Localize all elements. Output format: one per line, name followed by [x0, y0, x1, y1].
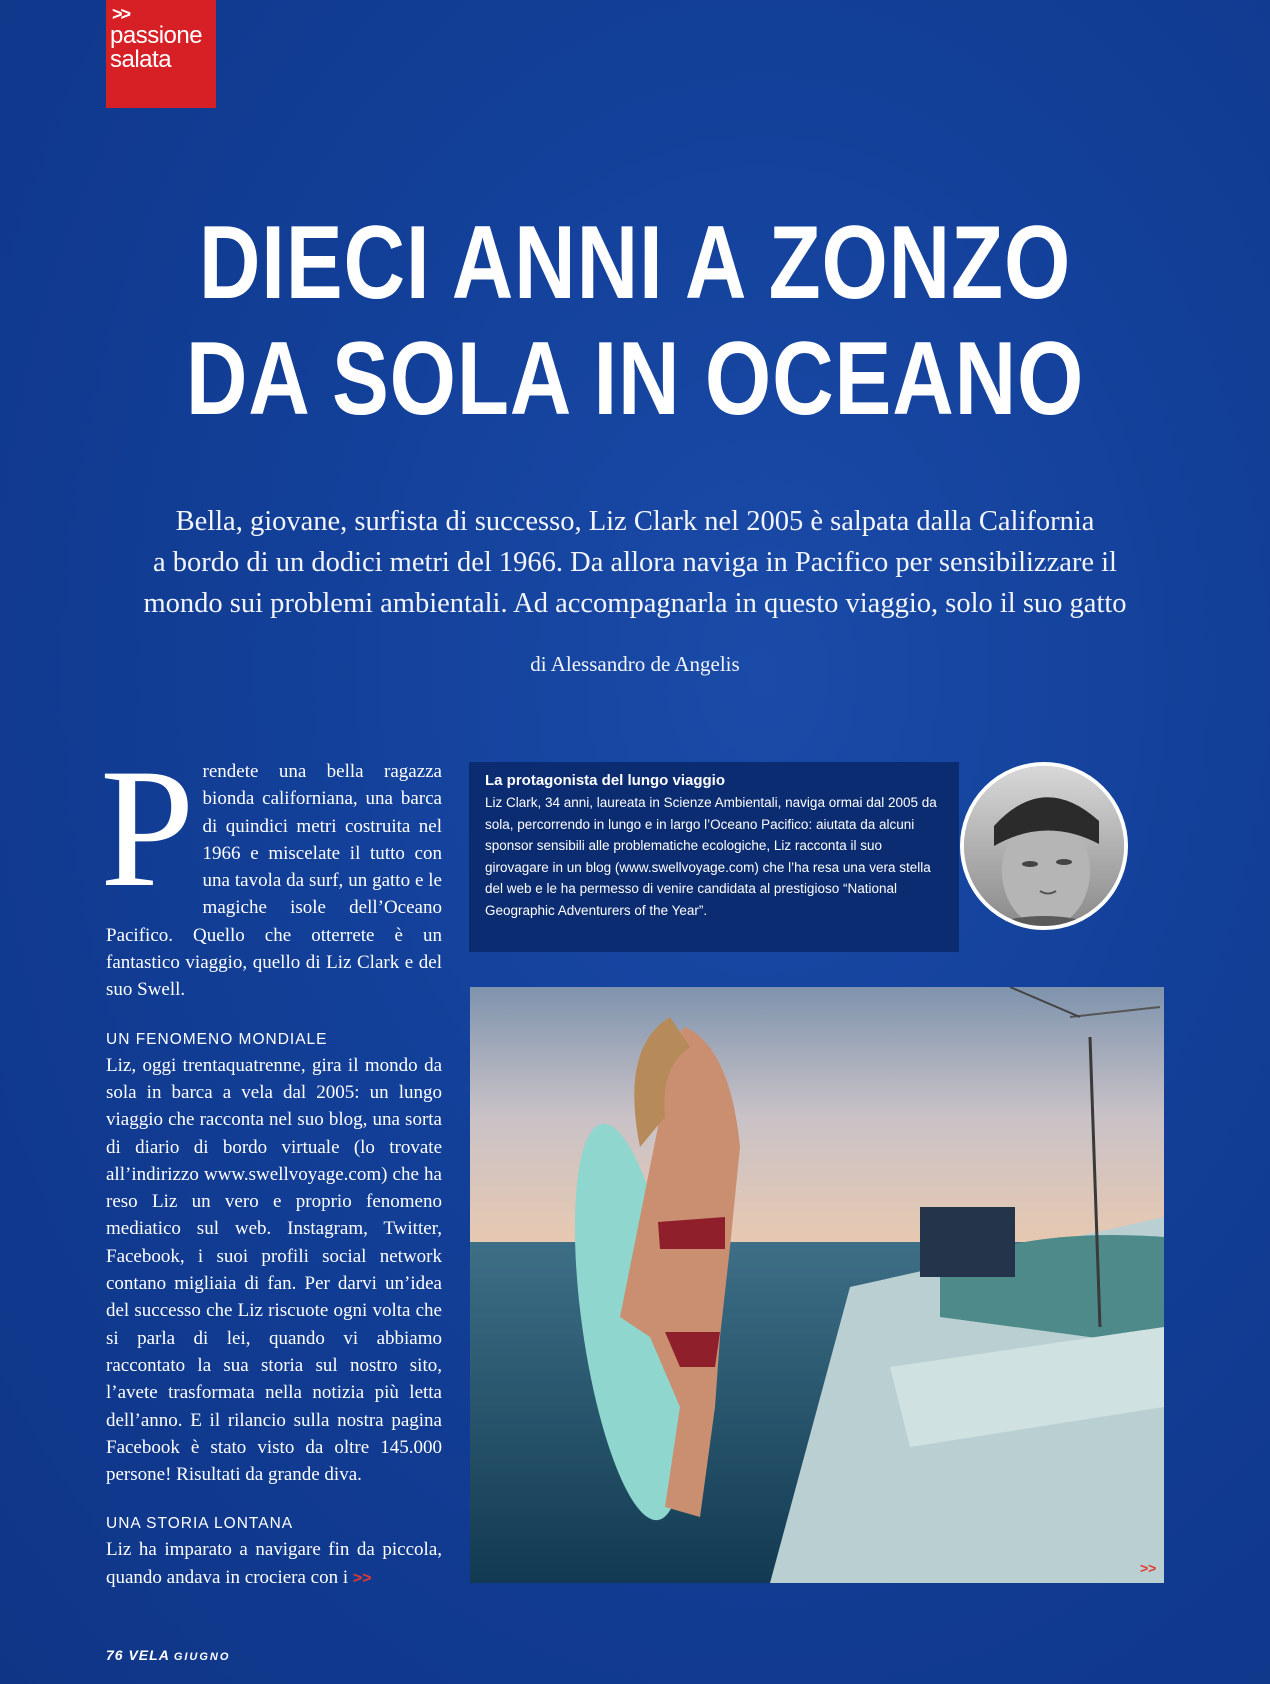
main-photo: [470, 987, 1164, 1583]
sidebar-body: Liz Clark, 34 anni, laureata in Scienze Ambientali, naviga ormai dal 2005 da sola, percorrendo in lungo e in largo l’Oceano Pacifico: aiutata da alcuni sponsor sensibili alle problematiche ecologiche, Liz racconta il suo girovagare in un blog (www.swellvoyage.com) che l’ha resa una vera stella del web e le ha permesso di venire candidata al prestigioso “National Geographic Adventurers of the Year”.: [485, 795, 937, 918]
article-intro: rendete una bella ragazza bionda californiana, una barca di quindici metri costruita nel 1966 e miscelate il tutto con una tavola da surf, un gatto e le magiche isole dell’Oceano Pacifico. Quello che otterrete è un fantastico viaggio, quello di Liz Clark e del suo Swell.: [106, 761, 442, 1001]
headline: [114, 205, 1155, 437]
deck-line1: Bella, giovane, surfista di successo, Liz Clark nel 2005 è salpata dalla California: [175, 506, 1095, 537]
section-label-line2: salata: [110, 46, 172, 73]
continue-arrows: >>: [352, 1569, 372, 1587]
section-label-line1: passione: [110, 22, 203, 49]
article-para2-text: Liz ha imparato a navigare fin da piccola, quando andava in crociera con i: [106, 1539, 442, 1588]
deck: [100, 501, 1170, 624]
photo-continue-arrows: >>: [1140, 1560, 1157, 1576]
deck-line2: a bordo di un dodici metri del 1966. Da allora naviga in Pacifico per sensibilizzare il: [153, 547, 1117, 578]
article-column: [100, 734, 442, 1592]
magazine-name: VELA: [128, 1647, 170, 1663]
deck-line3: mondo sui problemi ambientali. Ad accompagnarla in questo viaggio, solo il suo gatto: [143, 588, 1127, 619]
headline-line1: DIECI ANNI A ZONZO: [198, 205, 1072, 321]
portrait-photo: [960, 762, 1128, 930]
page-folio: [106, 1647, 230, 1663]
drop-cap: P: [100, 734, 195, 922]
article-para2: [106, 1536, 442, 1592]
subhead-storia: UNA STORIA LONTANA: [106, 1515, 294, 1533]
page-number: 76: [106, 1647, 124, 1663]
sidebar-title: La protagonista del lungo viaggio: [485, 772, 726, 789]
sidebar-box: [469, 762, 959, 952]
byline: di Alessandro de Angelis: [530, 652, 740, 676]
issue-month: GIUGNO: [173, 1651, 231, 1663]
headline-line2: DA SOLA IN OCEANO: [185, 321, 1085, 437]
section-arrows: >>: [112, 4, 130, 24]
article-para1: Liz, oggi trentaquatrenne, gira il mondo da sola in barca a vela dal 2005: un lungo viaggio che racconta nel suo blog, una sorta di diario di bordo virtuale (lo trovate all’indirizzo www.swellvoyage.com) che ha reso Liz un vero e proprio fenomeno mediatico sul web. Instagram, Twitter, Facebook, i suoi profili social network contano migliaia di fan. Per darvi un’idea del successo che Liz riscuote ogni volta che si parla di lei, quando vi abbiamo raccontato la sua storia sul nostro sito, l’avete trasformata nella notizia più letta dell’anno. E il rilancio sulla nostra pagina Facebook è stato visto da oltre 145.000 persone! Risultati da grande diva.: [106, 1054, 442, 1486]
section-tag: [106, 0, 216, 108]
subhead-fenomeno: UN FENOMENO MONDIALE: [106, 1030, 328, 1048]
